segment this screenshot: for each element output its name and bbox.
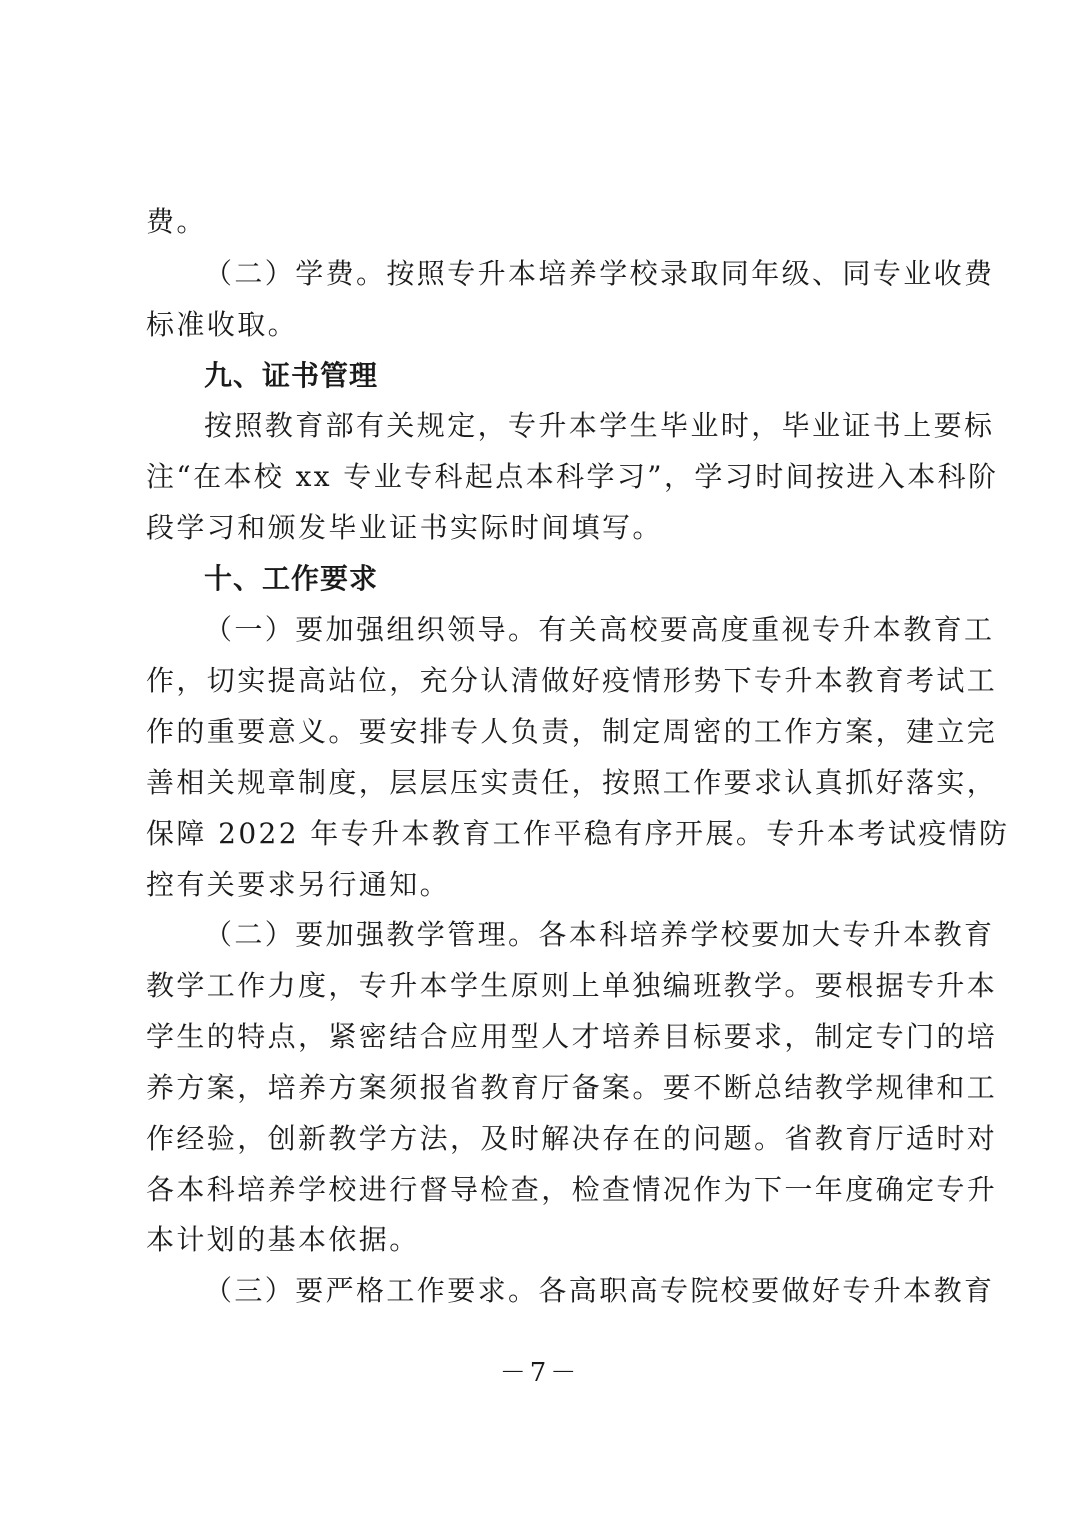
section-heading-certificate: 九、证书管理	[204, 359, 379, 392]
paragraph-line: （二）要加强教学管理。各本科培养学校要加大专升本教育	[204, 918, 995, 951]
paragraph-line: 费。	[146, 205, 207, 238]
page-number: －7－	[499, 1358, 581, 1388]
paragraph-line: 保障 2022 年专升本教育工作平稳有序开展。专升本考试疫情防	[146, 817, 1010, 850]
paragraph-line: （一）要加强组织领导。有关高校要高度重视专升本教育工	[204, 613, 995, 646]
paragraph-line: 本计划的基本依据。	[146, 1223, 420, 1256]
paragraph-line: 作，切实提高站位，充分认清做好疫情形势下专升本教育考试工	[146, 664, 998, 697]
paragraph-line: 注“在本校 xx 专业专科起点本科学习”，学习时间按进入本科阶	[146, 460, 999, 493]
paragraph-line: 作经验，创新教学方法，及时解决存在的问题。省教育厅适时对	[146, 1122, 998, 1155]
paragraph-line: 段学习和颁发毕业证书实际时间填写。	[146, 511, 663, 544]
section-heading-work-requirements: 十、工作要求	[204, 562, 379, 595]
paragraph-line: 教学工作力度，专升本学生原则上单独编班教学。要根据专升本	[146, 969, 998, 1002]
paragraph-line: 控有关要求另行通知。	[146, 868, 451, 901]
paragraph-line: 养方案，培养方案须报省教育厅备案。要不断总结教学规律和工	[146, 1071, 998, 1104]
paragraph-line: 善相关规章制度，层层压实责任，按照工作要求认真抓好落实，	[146, 766, 998, 799]
paragraph-line: 各本科培养学校进行督导检查，检查情况作为下一年度确定专升	[146, 1173, 998, 1206]
paragraph-line: （二）学费。按照专升本培养学校录取同年级、同专业收费	[204, 257, 995, 290]
paragraph-line: 学生的特点，紧密结合应用型人才培养目标要求，制定专门的培	[146, 1020, 998, 1053]
paragraph-line: 作的重要意义。要安排专人负责，制定周密的工作方案，建立完	[146, 715, 998, 748]
paragraph-line: （三）要严格工作要求。各高职高专院校要做好专升本教育	[204, 1274, 995, 1307]
paragraph-line: 按照教育部有关规定，专升本学生毕业时，毕业证书上要标	[204, 409, 995, 442]
paragraph-line: 标准收取。	[146, 308, 299, 341]
